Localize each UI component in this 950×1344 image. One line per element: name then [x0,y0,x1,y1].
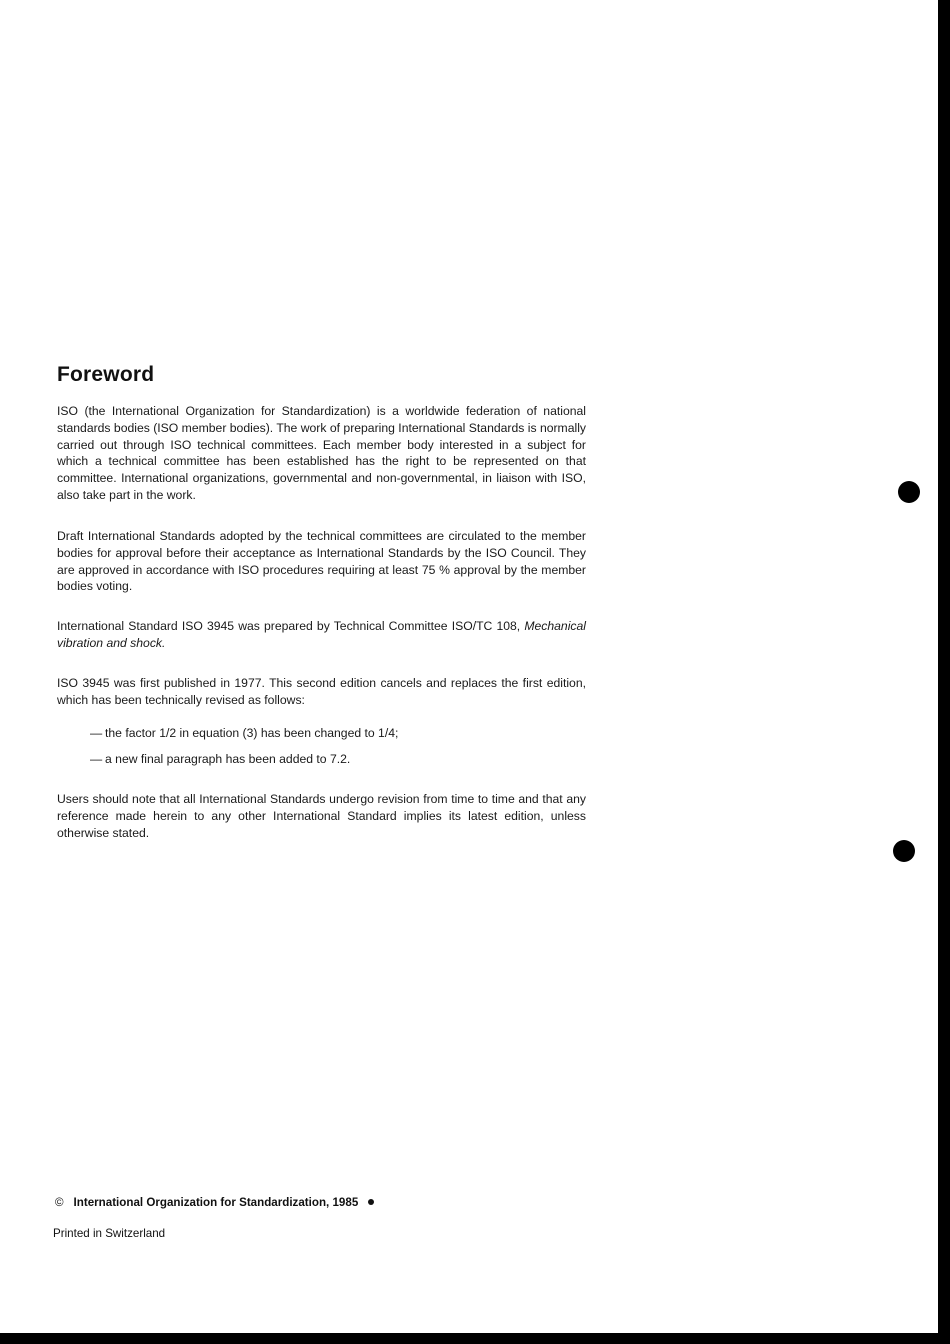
punch-hole-icon [893,840,915,862]
punch-hole-icon [898,481,920,503]
printed-notice: Printed in Switzerland [53,1227,166,1240]
committee-title: Mechanical vibration and shock. [57,619,586,650]
foreword-paragraph-4 [57,675,586,709]
copyright-icon: © [55,1196,64,1209]
foreword-paragraph-2 [57,528,586,595]
foreword-paragraph-5 [57,791,586,841]
list-item-text: the factor 1/2 in equation (3) has been changed to 1/4; [105,726,399,740]
revision-list [90,751,580,768]
list-item [90,725,580,742]
paragraph-text: Users should note that all International Standards undergo revision from time to time and that any reference made herein to any other International Standard implies its latest edition, unless otherwise stated. [57,792,586,840]
paragraph-text: Draft International Standards adopted by the technical committees are circulated to the member bodies for approval before their acceptance as International Standards by the ISO Council. They are approved in accordance with ISO procedures requiring at least 75 % approval by the member bodies voting. [57,529,586,594]
bullet-icon [368,1199,374,1205]
dash-marker: — [90,752,103,766]
paragraph-text: ISO 3945 was first published in 1977. This second edition cancels and replaces the first edition, which has been technically revised as follows: [57,676,586,707]
list-item [90,751,580,768]
list-item-text: a new final paragraph has been added to 7.2. [105,752,351,766]
page-title: Foreword [57,363,155,386]
copyright-notice [55,1196,374,1209]
foreword-paragraph-1 [57,403,586,504]
paragraph-text [57,618,586,652]
paragraph-text: ISO (the International Organization for Standardization) is a worldwide federation of national standards bodies (ISO member bodies). The work of preparing International Standards is normally carried out through ISO technical committees. Each member body interested in a subject for which a technical committee has been established has the right to be represented on that committee. International organizations, governmental and non-governmental, in liaison with ISO, also take part in the work. [57,404,586,502]
revision-list [90,725,580,742]
paragraph-text-normal: International Standard ISO 3945 was prepared by Technical Committee ISO/TC 108, [57,619,525,633]
foreword-paragraph-3 [57,618,586,652]
copyright-text: International Organization for Standardization, 1985 [73,1196,359,1209]
dash-marker: — [90,726,103,740]
